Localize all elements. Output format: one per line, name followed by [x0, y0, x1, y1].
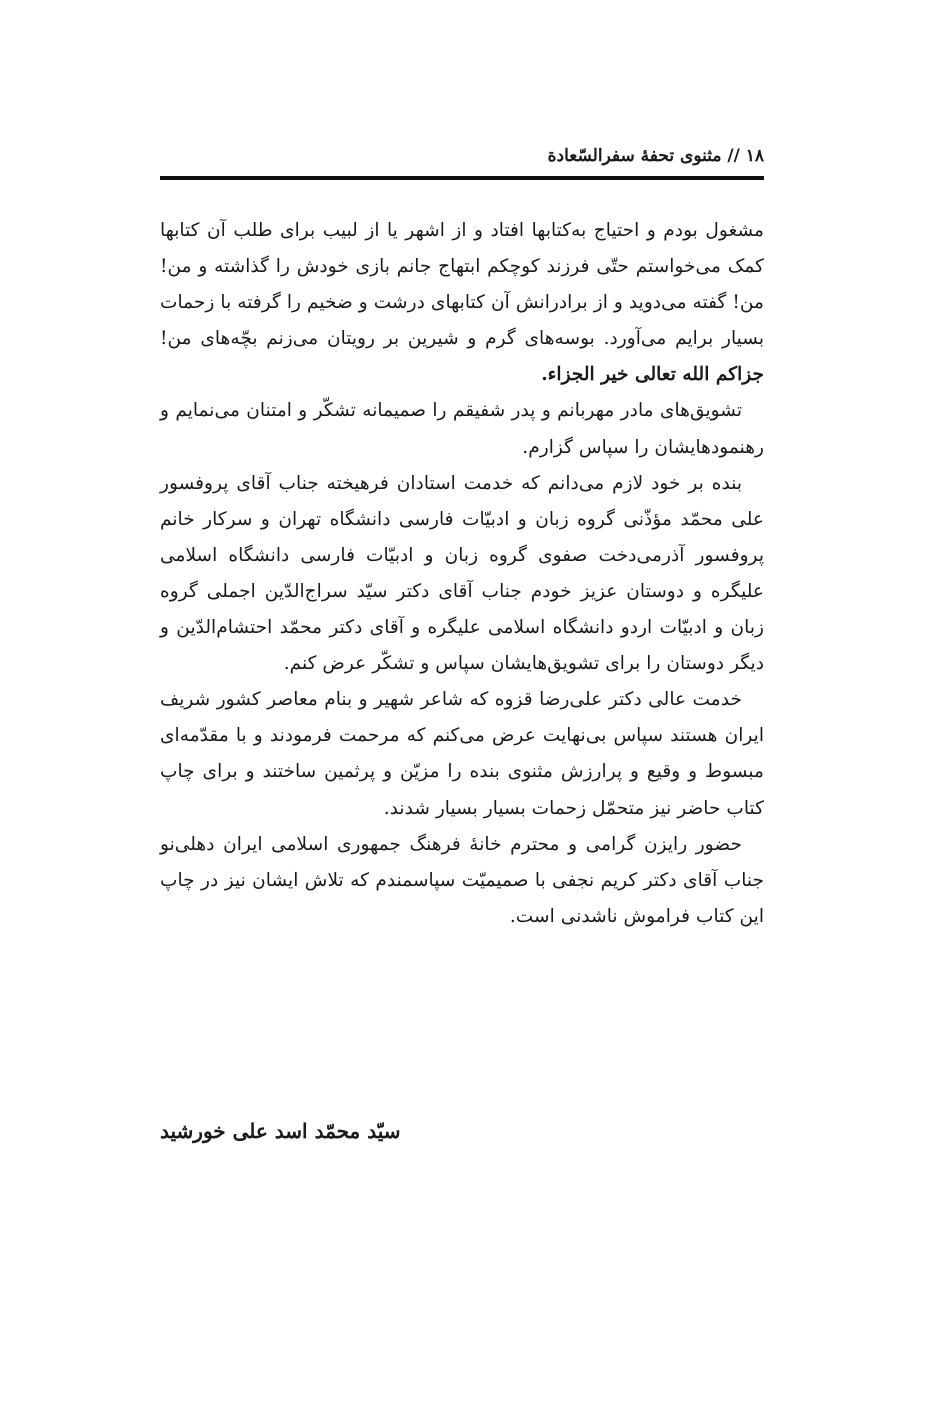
- paragraph-1-text: مشغول بودم و احتیاج به‌کتابها افتاد و از اشهر یا از لبیب برای طلب آن کتابها کمک می‌خواستم حتّی فرزند کوچکم ابتهاج جانم بازی خودش را گذاشته و من! من! گفته می‌دوید و از برادرانش آن کتابهای درشت و ضخیم را گرفته با زحمات بسیار برایم می‌آورد. بوسه‌های گرم و شیرین بر رویتان می‌زنم بچّه‌های من!: [160, 220, 764, 350]
- body-text: [160, 213, 764, 935]
- header-rule: [160, 176, 764, 180]
- paragraph-1: [160, 213, 764, 393]
- running-head: ۱۸ // مثنوی تحفهٔ سفرالسّعادة: [547, 146, 764, 166]
- paragraph-1-bold-phrase: جزاکم الله تعالی خیر الجزاء.: [541, 364, 764, 386]
- paragraph-5: حضور رایزن گرامی و محترم خانهٔ فرهنگ جمهوری اسلامی ایران دهلی‌نو جناب آقای دکتر کریم نجفی با صمیمیّت سپاسمندم که تلاش ایشان نیز در چاپ این کتاب فراموش ناشدنی است.: [160, 833, 764, 927]
- paragraph-4: خدمت عالی دکتر علی‌رضا قزوه که شاعر شهیر و بنام معاصر کشور شریف ایران هستند سپاس بی‌نهایت عرض می‌کنم که مرحمت فرمودند و با مقدّمه‌ای مبسوط و وقیع و پرارزش مثنوی بنده را مزیّن و پرثمین ساختند و برای چاپ کتاب حاضر نیز متحمّل زحمات بسیار بسیار شدند.: [160, 689, 764, 819]
- paragraph-2: تشویق‌های مادر مهربانم و پدر شفیقم را صمیمانه تشکّر و امتنان می‌نمایم و رهنمودهایشان را سپاس گزارم.: [160, 400, 764, 458]
- author-signature: سیّد محمّد اسد علی خورشید: [160, 1119, 401, 1143]
- paragraph-3: بنده بر خود لازم می‌دانم که خدمت استادان فرهیخته جناب آقای پروفسور علی محمّد مؤذّنی گروه زبان و ادبیّات فارسی دانشگاه تهران و سرکار خانم پروفسور آذرمی‌دخت صفوی گروه زبان و ادبیّات فارسی دانشگاه اسلامی علیگره و دوستان عزیز خودم جناب آقای دکتر سیّد سراج‌الدّین اجملی گروه زبان و ادبیّات اردو دانشگاه اسلامی علیگره و آقای دکتر محمّد احتشام‌الدّین و دیگر دوستان را برای تشویق‌هایشان سپاس و تشکّر عرض کنم.: [160, 472, 764, 675]
